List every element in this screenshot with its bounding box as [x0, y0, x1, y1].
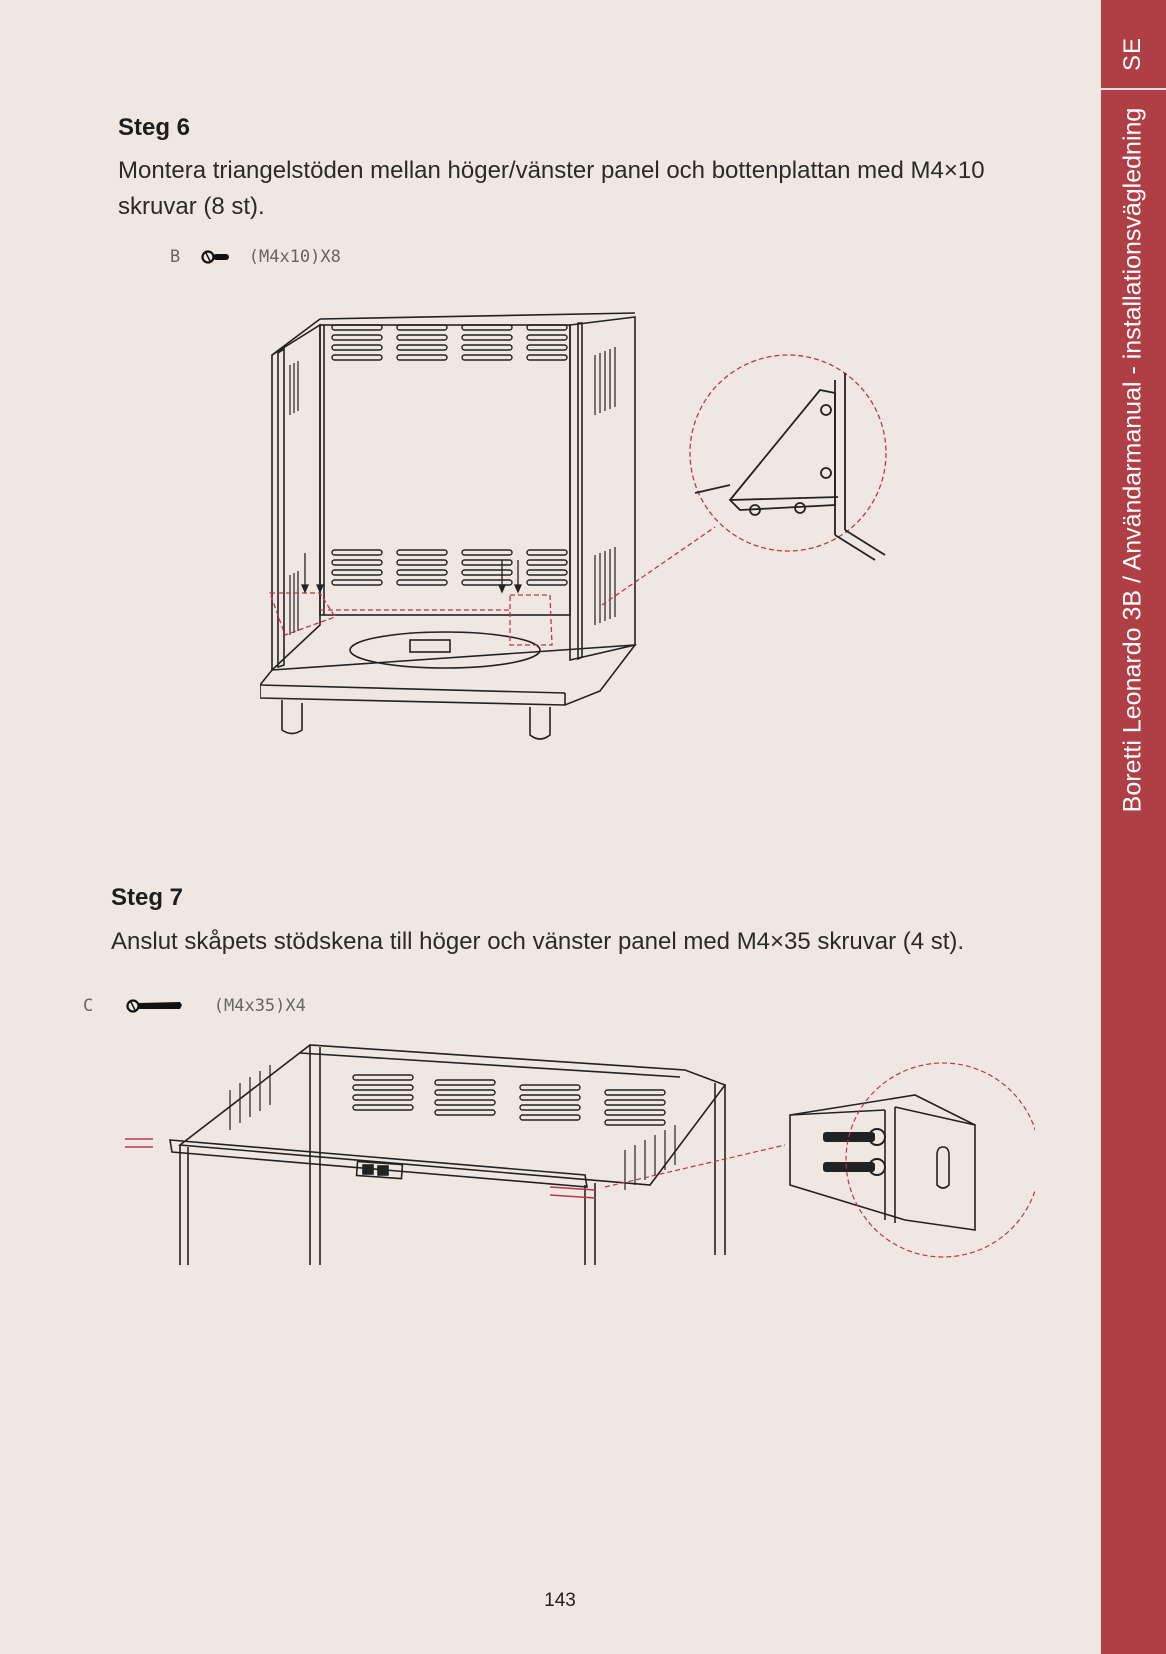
step6-part-label [170, 247, 341, 267]
step7-part-letter: C [83, 996, 94, 1016]
page-number: 143 [544, 1590, 576, 1611]
step6-title: Steg 6 [118, 114, 191, 141]
step6-part-letter: B [170, 247, 181, 267]
long-screw-icon [126, 997, 184, 1015]
short-screw-icon [201, 248, 233, 266]
sidebar [1101, 0, 1166, 1654]
step7-title: Steg 7 [111, 884, 184, 911]
step7-description: Anslut skåpets stödskena till höger och vänster panel med M4×35 skruvar (4 st). [111, 928, 965, 955]
language-tab [1101, 0, 1166, 90]
step7-part-spec: (M4x35)X4 [213, 996, 306, 1016]
step7-cabinet-diagram [125, 1035, 1035, 1275]
step7-part-label [83, 996, 306, 1016]
step6-description: Montera triangelstöden mellan höger/vänster panel och bottenplattan med M4×10 skruvar (8 st). [118, 157, 985, 220]
step6-part-spec: (M4x10)X8 [248, 247, 341, 267]
manual-title: Boretti Leonardo 3B / Användarmanual - installationsvägledning [1118, 107, 1147, 813]
language-label: SE [1119, 36, 1146, 72]
step6-cabinet-diagram [260, 305, 960, 745]
